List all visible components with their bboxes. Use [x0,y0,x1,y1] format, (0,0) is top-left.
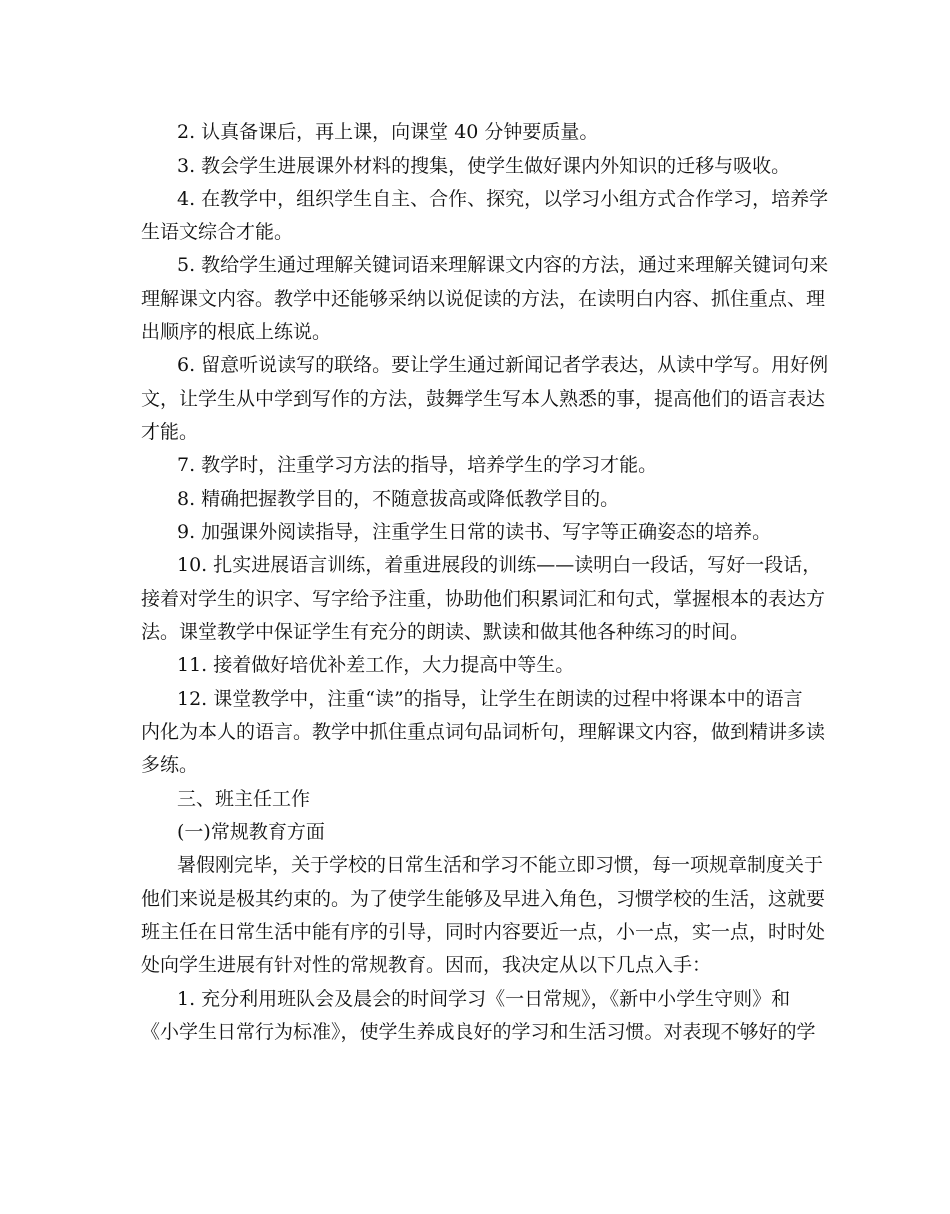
paragraph-line: 4. 在教学中，组织学生自主、合作、探究，以学习小组方式合作学习，培养学 [177,188,829,210]
paragraph-line: 才能。 [141,421,199,443]
paragraph-line: 出顺序的根底上练说。 [141,321,332,343]
paragraph-line: 文，让学生从中学到写作的方法，鼓舞学生写本人熟悉的事，提高他们的语言表达 [141,388,826,410]
paragraph-line: 生语文综合才能。 [141,221,294,243]
paragraph-line: 暑假刚完毕，关于学校的日常生活和学习不能立即习惯，每一项规章制度关于 [177,854,824,876]
paragraph-line: 《小学生日常行为标准》，使学生养成良好的学习和生活习惯。对表现不够好的学 [141,1021,816,1043]
section-heading: 三、班主任工作 [177,788,311,810]
paragraph-line: 9. 加强课外阅读指导，注重学生日常的读书、写字等正确姿态的培养。 [177,521,772,543]
paragraph-line: 6. 留意听说读写的联络。要让学生通过新闻记者学表达，从读中学写。用好例 [177,354,829,376]
paragraph-line: 10. 扎实进展语言训练，着重进展段的训练——读明白一段话，写好一段话， [177,554,822,576]
paragraph-line: 3. 教会学生进展课外材料的搜集，使学生做好课内外知识的迁移与吸收。 [177,155,791,177]
paragraph-line: 法。课堂教学中保证学生有充分的朗读、默读和做其他各种练习的时间。 [141,621,750,643]
paragraph-line: 班主任在日常生活中能有序的引导，同时内容要近一点，小一点，实一点，时时处 [141,921,826,943]
paragraph-line: 1. 充分利用班队会及晨会的时间学习《一日常规》，《新中小学生守则》和 [177,988,791,1010]
paragraph-line: 5. 教给学生通过理解关键词语来理解课文内容的方法，通过来理解关键词句来 [177,254,829,276]
paragraph-line: 理解课文内容。教学中还能够采纳以说促读的方法，在读明白内容、抓住重点、理 [141,288,826,310]
subsection-heading: (一)常规教育方面 [177,821,325,843]
paragraph-line: 他们来说是极其约束的。为了使学生能够及早进入角色，习惯学校的生活，这就要 [141,888,826,910]
paragraph-line: 接着对学生的识字、写字给予注重，协助他们积累词汇和句式，掌握根本的表达方 [141,588,826,610]
paragraph-line: 多练。 [141,754,199,776]
paragraph-line: 8. 精确把握教学目的，不随意拔高或降低教学目的。 [177,488,620,510]
paragraph-line: 处向学生进展有针对性的常规教育。因而，我决定从以下几点入手： [141,954,712,976]
paragraph-line: 7. 教学时，注重学习方法的指导，培养学生的学习才能。 [177,454,658,476]
paragraph-line: 12. 课堂教学中，注重“读”的指导，让学生在朗读的过程中将课本中的语言 [177,688,803,710]
paragraph-line: 2. 认真备课后，再上课，向课堂 40 分钟要质量。 [177,121,599,143]
paragraph-line: 内化为本人的语言。教学中抓住重点词句品词析句，理解课文内容，做到精讲多读 [141,721,826,743]
paragraph-line: 11. 接着做好培优补差工作，大力提高中等生。 [177,654,575,676]
